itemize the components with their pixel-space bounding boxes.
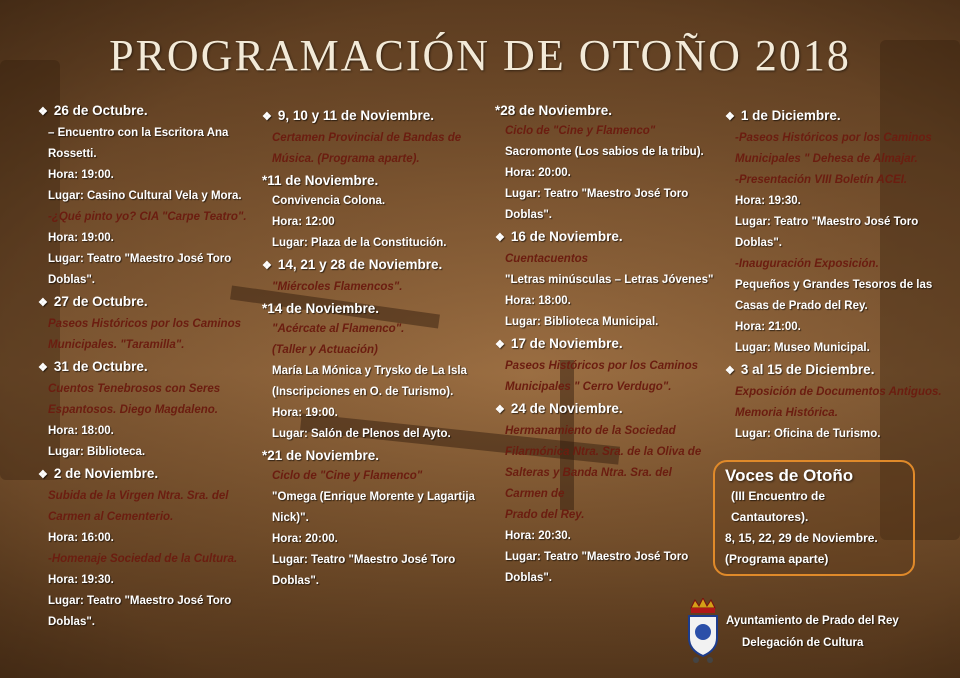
event-line: Paseos Históricos por los Caminos: [505, 360, 699, 372]
event-line: -Homenaje Sociedad de la Cultura.: [48, 553, 238, 565]
diamond-bullet-icon: ❖: [38, 297, 48, 309]
event-date-text: 16 de Noviembre.: [510, 229, 623, 244]
voces-de-otono-box: [713, 460, 915, 576]
event-date-text: 27 de Octubre.: [53, 294, 148, 309]
event-line: Doblas".: [735, 237, 782, 249]
event-line: Lugar: Teatro "Maestro José Toro Doblas".: [48, 595, 232, 628]
event-line: Rossetti.: [48, 148, 97, 160]
diamond-bullet-icon: ❖: [38, 362, 48, 374]
event-date-text: 24 de Noviembre.: [510, 401, 623, 416]
page-title: PROGRAMACIÓN DE OTOÑO 2018: [109, 31, 851, 80]
event-line: Cuentacuentos: [505, 253, 589, 265]
event-date: [495, 226, 715, 249]
event-line: Hora: 19:00.: [272, 407, 338, 419]
event-line: Hora: 19:30.: [735, 195, 801, 207]
event-line: Hora: 21:00.: [735, 321, 801, 333]
event-line: Municipales " Cerro Verdugo".: [505, 381, 672, 393]
event-line: Lugar: Teatro "Maestro José Toro Doblas".: [505, 551, 689, 584]
event-date: [262, 445, 498, 466]
event-date: [262, 254, 498, 277]
event-line: Prado del Rey.: [505, 509, 585, 521]
event-line: Filarmónica Ntra. Sra. de la Oliva de: [505, 446, 702, 458]
diamond-bullet-icon: ❖: [262, 111, 272, 123]
event-date: [495, 100, 715, 121]
box-line: (Programa aparte): [725, 552, 829, 566]
event-date: [262, 298, 498, 319]
event-entry: [725, 105, 950, 359]
event-entry: [262, 445, 498, 592]
event-date-text: *21 de Noviembre.: [262, 448, 380, 463]
event-date-text: 14, 21 y 28 de Noviembre.: [277, 257, 443, 272]
event-line: Casas de Prado del Rey.: [735, 300, 868, 312]
organizer-name: Ayuntamiento de Prado del Rey: [726, 615, 899, 627]
event-date: [495, 333, 715, 356]
diamond-bullet-icon: ❖: [725, 365, 735, 377]
event-line: -Inauguración Exposición.: [735, 258, 879, 270]
event-date: [262, 105, 498, 128]
event-date-text: 2 de Noviembre.: [53, 466, 159, 481]
event-line: Hora: 18:00.: [505, 295, 571, 307]
event-line: -Presentación VIII Boletín ACEI.: [735, 174, 908, 186]
event-line: (Inscripciones en O. de Turismo).: [272, 386, 454, 398]
event-date: [38, 356, 263, 379]
event-line: Hora: 20:30.: [505, 530, 571, 542]
event-line: Salteras y Banda Ntra. Sra. del Carmen de: [505, 467, 672, 500]
event-line: Subida de la Virgen Ntra. Sra. del: [48, 490, 229, 502]
event-line: Memoria Histórica.: [735, 407, 838, 419]
event-line: Hora: 18:00.: [48, 425, 114, 437]
event-line: Nick)".: [272, 512, 309, 524]
event-line: Lugar: Salón de Plenos del Ayto.: [272, 428, 451, 440]
event-date-text: 26 de Octubre.: [53, 103, 148, 118]
diamond-bullet-icon: ❖: [38, 106, 48, 118]
event-entry: [38, 356, 263, 463]
event-line: Carmen al Cementerio.: [48, 511, 174, 523]
event-line: Lugar: Teatro "Maestro José Toro Doblas".: [272, 554, 456, 587]
event-date: [38, 100, 263, 123]
event-date: [725, 105, 950, 128]
event-line: Hora: 19:00.: [48, 169, 114, 181]
column-3: [495, 100, 715, 589]
event-line: Hora: 19:30.: [48, 574, 114, 586]
event-date-text: 9, 10 y 11 de Noviembre.: [277, 108, 434, 123]
event-line: Hermanamiento de la Sociedad: [505, 425, 676, 437]
event-line: Hora: 20:00.: [505, 167, 571, 179]
event-date-text: 3 al 15 de Diciembre.: [740, 362, 875, 377]
event-line: Hora: 19:00.: [48, 232, 114, 244]
box-title: Voces de Otoño: [725, 466, 854, 485]
event-line: Paseos Históricos por los Caminos: [48, 318, 242, 330]
event-entry: [38, 463, 263, 633]
event-date: [38, 291, 263, 314]
organizer-dept: Delegación de Cultura: [742, 637, 864, 649]
event-line: Pequeños y Grandes Tesoros de las: [735, 279, 933, 291]
event-line: Ciclo de "Cine y Flamenco": [505, 125, 656, 137]
event-line: Ciclo de "Cine y Flamenco": [272, 470, 423, 482]
event-entry: [262, 298, 498, 445]
event-entry: [725, 359, 950, 445]
event-line: Certamen Provincial de Bandas de: [272, 132, 462, 144]
coat-of-arms-icon: [686, 598, 720, 664]
event-line: Municipales " Dehesa de Almajar.: [735, 153, 918, 165]
event-entry: [262, 254, 498, 298]
event-date-text: 1 de Diciembre.: [740, 108, 841, 123]
column-4: [725, 105, 950, 445]
event-line: Espantosos. Diego Magdaleno.: [48, 404, 218, 416]
event-line: – Encuentro con la Escritora Ana: [48, 127, 229, 139]
event-date: [725, 359, 950, 382]
event-line: Cuentos Tenebrosos con Seres: [48, 383, 221, 395]
column-1: [38, 100, 263, 633]
event-line: Hora: 20:00.: [272, 533, 338, 545]
event-date: [38, 463, 263, 486]
event-line: "Acércate al Flamenco".: [272, 323, 405, 335]
event-line: Lugar: Teatro "Maestro José Toro: [735, 216, 919, 228]
column-2: [262, 105, 498, 592]
event-line: (Taller y Actuación): [272, 344, 378, 356]
event-line: "Omega (Enrique Morente y Lagartija: [272, 491, 475, 503]
diamond-bullet-icon: ❖: [495, 232, 505, 244]
diamond-bullet-icon: ❖: [495, 404, 505, 416]
event-line: Exposición de Documentos Antiguos.: [735, 386, 942, 398]
event-line: -Paseos Históricos por los Caminos: [735, 132, 932, 144]
event-date-text: 31 de Octubre.: [53, 359, 148, 374]
box-line: 8, 15, 22, 29 de Noviembre.: [725, 531, 878, 545]
event-entry: [495, 333, 715, 398]
diamond-bullet-icon: ❖: [38, 469, 48, 481]
event-entry: [38, 291, 263, 356]
box-line: (III Encuentro de Cantautores).: [731, 489, 826, 524]
event-line: Lugar: Oficina de Turismo.: [735, 428, 881, 440]
event-line: Convivencia Colona.: [272, 195, 386, 207]
event-line: Música. (Programa aparte).: [272, 153, 420, 165]
event-entry: [262, 170, 498, 254]
event-line: María La Mónica y Trysko de La Isla: [272, 365, 467, 377]
diamond-bullet-icon: ❖: [725, 111, 735, 123]
event-date: [262, 170, 498, 191]
event-line: Lugar: Museo Municipal.: [735, 342, 870, 354]
event-line: -¿Qué pinto yo? CIA "Carpe Teatro".: [48, 211, 247, 223]
diamond-bullet-icon: ❖: [495, 339, 505, 351]
event-date-text: *14 de Noviembre.: [262, 301, 380, 316]
event-entry: [495, 398, 715, 589]
event-date-text: 17 de Noviembre.: [510, 336, 623, 351]
event-line: Lugar: Teatro "Maestro José Toro Doblas".: [48, 253, 232, 286]
event-entry: [38, 100, 263, 291]
event-line: Lugar: Casino Cultural Vela y Mora.: [48, 190, 242, 202]
event-entry: [495, 100, 715, 226]
event-line: Lugar: Teatro "Maestro José Toro Doblas".: [505, 188, 689, 221]
event-line: Lugar: Plaza de la Constitución.: [272, 237, 447, 249]
event-entry: [262, 105, 498, 170]
event-line: Municipales. "Taramilla".: [48, 339, 185, 351]
event-line: Lugar: Biblioteca.: [48, 446, 146, 458]
diamond-bullet-icon: ❖: [262, 260, 272, 272]
event-line: Hora: 16:00.: [48, 532, 114, 544]
event-line: "Miércoles Flamencos".: [272, 281, 403, 293]
event-line: "Letras minúsculas – Letras Jóvenes": [505, 274, 714, 286]
organizer: [726, 610, 899, 654]
event-date-text: *28 de Noviembre.: [495, 103, 613, 118]
event-line: Hora: 12:00: [272, 216, 335, 228]
event-line: Sacromonte (Los sabios de la tribu).: [505, 146, 704, 158]
event-date-text: *11 de Noviembre.: [262, 173, 379, 188]
event-date: [495, 398, 715, 421]
event-line: Lugar: Biblioteca Municipal.: [505, 316, 659, 328]
event-entry: [495, 226, 715, 333]
